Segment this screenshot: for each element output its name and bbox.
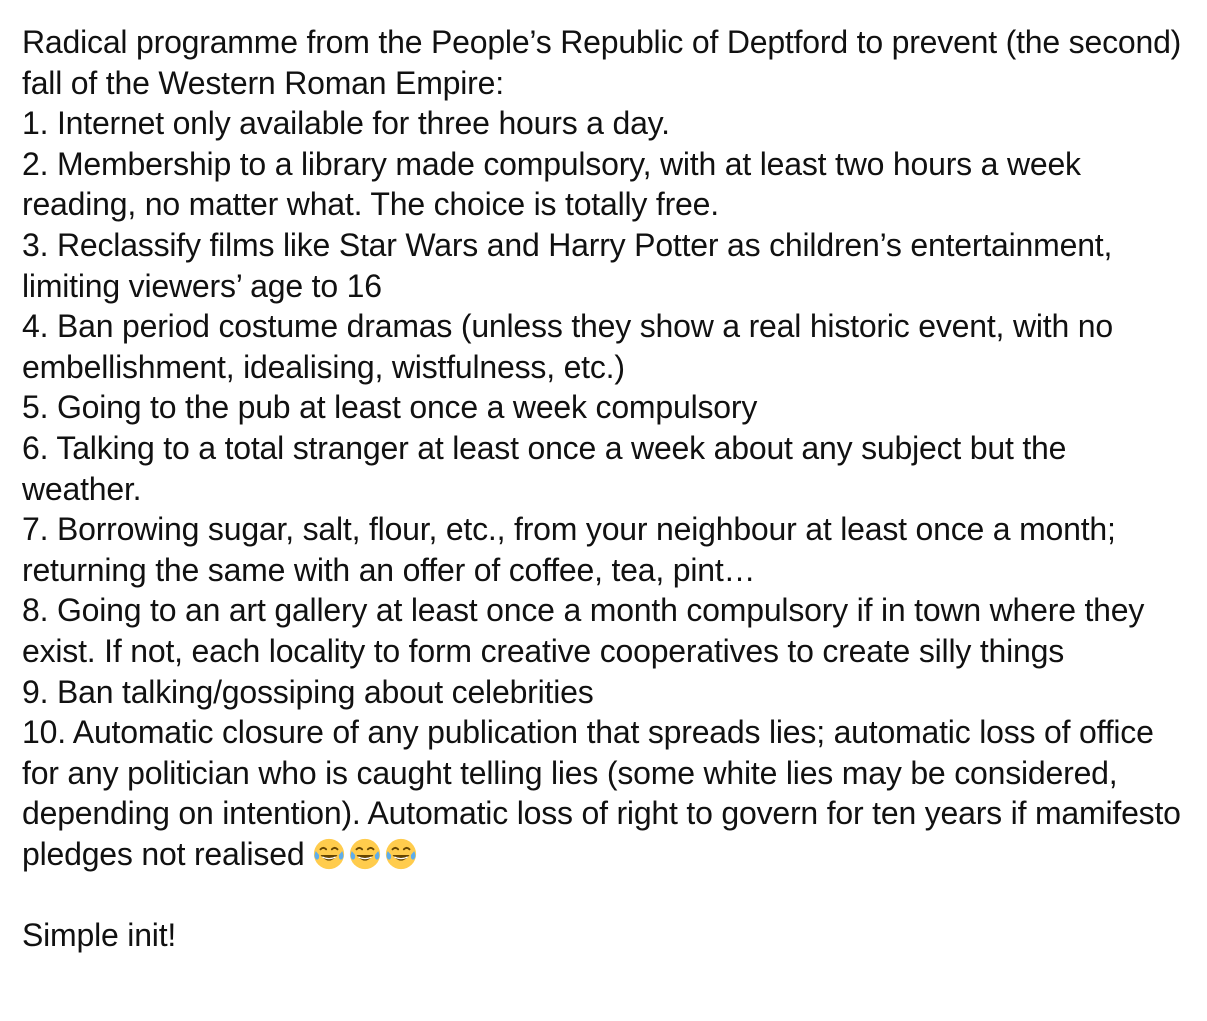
list-item: 9. Ban talking/gossiping about celebrities bbox=[22, 673, 594, 710]
list-item-last bbox=[22, 712, 1190, 874]
list-item: 2. Membership to a library made compulsory, with at least two hours a week reading, no matter what. The choice is totally free. bbox=[22, 145, 1081, 223]
list-item: 1. Internet only available for three hours a day. bbox=[22, 105, 670, 142]
list-item: 4. Ban period costume dramas (unless they show a real historic event, with no embellishment, idealising, wistfulness, etc.) bbox=[22, 308, 1113, 385]
list-item: 8. Going to an art gallery at least once a month compulsory if in town where they exist. If not, each locality to form creative cooperatives to create silly things bbox=[22, 592, 1145, 669]
face-with-tears-of-joy-icon bbox=[312, 837, 346, 871]
list-item: 3. Reclassify films like Star Wars and Harry Potter as children’s entertainment, limiting viewers’ age to 16 bbox=[22, 226, 1113, 304]
post-closing: Simple init! bbox=[22, 917, 177, 954]
list-item: 5. Going to the pub at least once a week compulsory bbox=[22, 389, 758, 426]
list-item: 7. Borrowing sugar, salt, flour, etc., from your neighbour at least once a month; returning the same with an offer of coffee, tea, pint… bbox=[22, 511, 1116, 588]
face-with-tears-of-joy-icon bbox=[384, 837, 418, 871]
emoji-group bbox=[312, 837, 418, 871]
list-item-text: 10. Automatic closure of any publication that spreads lies; automatic loss of office for any politician who is caught telling lies (some white lies may be considered, depending on intention). Automatic loss of right to govern for ten years if mamifesto pledges not realised bbox=[22, 714, 1181, 872]
list-item: 6. Talking to a total stranger at least once a week about any subject but the weather. bbox=[22, 429, 1067, 507]
post-intro: Radical programme from the People’s Republic of Deptford to prevent (the second) fall of the Western Roman Empire: bbox=[22, 24, 1182, 101]
face-with-tears-of-joy-icon bbox=[348, 837, 382, 871]
blank-line bbox=[22, 874, 1190, 915]
post-body bbox=[22, 22, 1190, 956]
